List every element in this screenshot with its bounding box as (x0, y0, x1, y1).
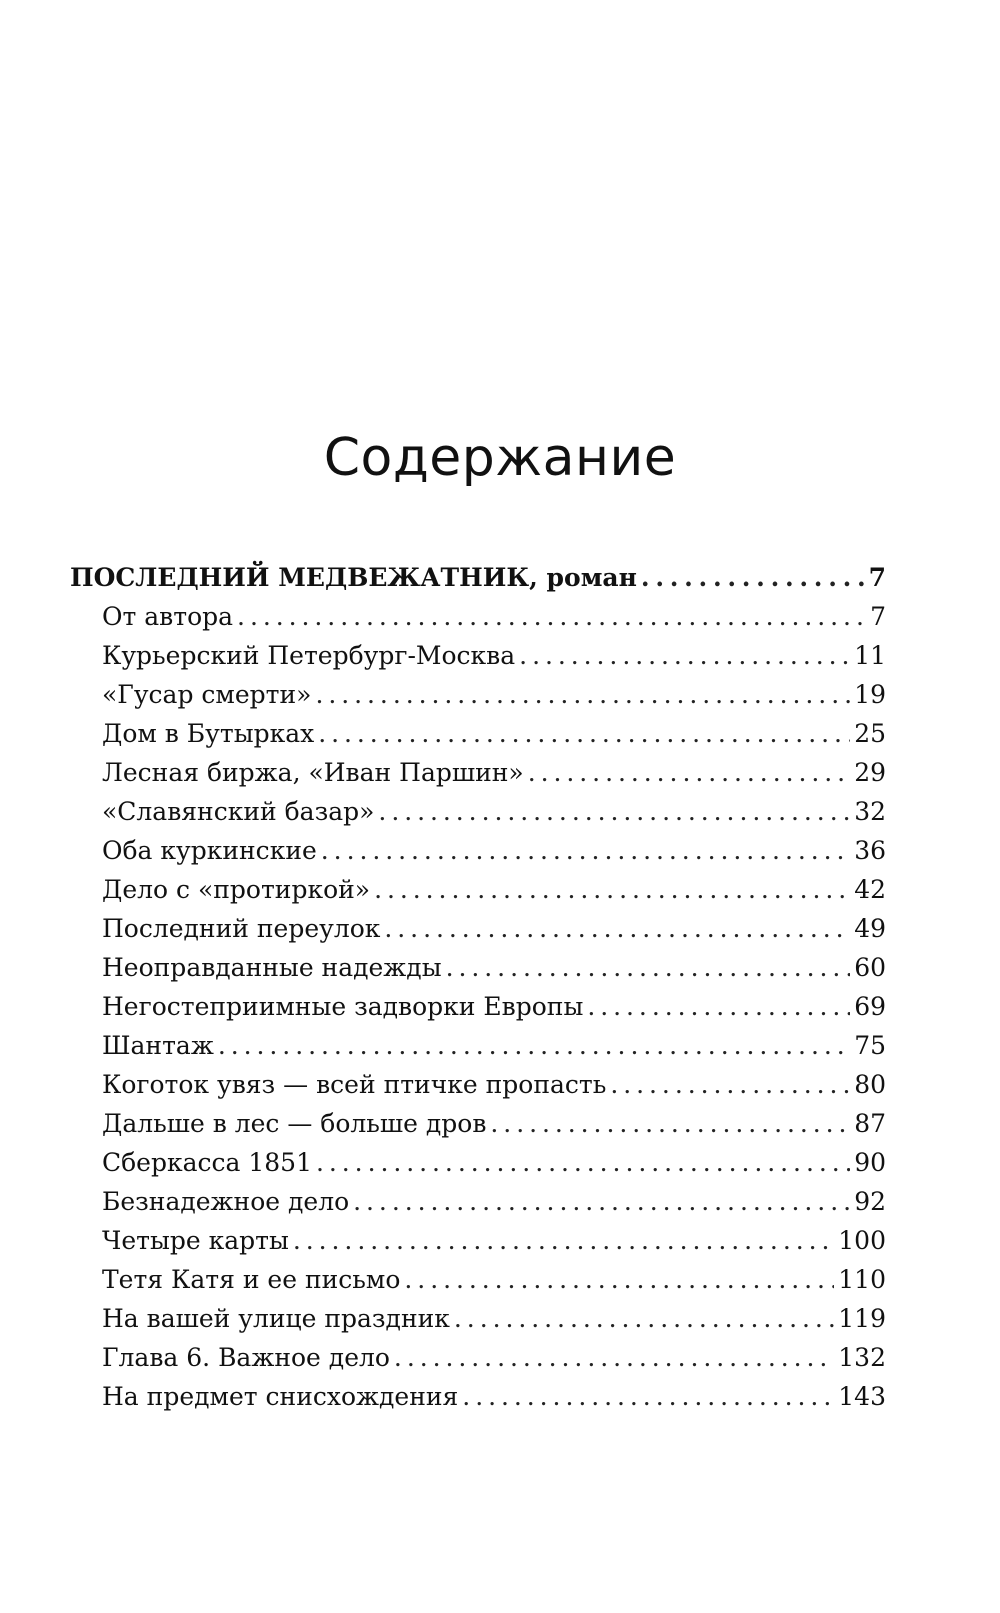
toc-leader-dots (378, 797, 850, 827)
toc-leader-dots (404, 1265, 834, 1295)
toc-page-number: 7 (868, 563, 886, 592)
page-title: Содержание (323, 428, 677, 488)
toc-page-number: 110 (838, 1265, 886, 1294)
toc-leader-dots (218, 1031, 850, 1061)
toc-chapter-title: «Славянский базар» (102, 797, 375, 826)
toc-chapter-entry[interactable] (102, 1304, 886, 1334)
toc-chapter-title: Глава 6. Важное дело (102, 1343, 390, 1372)
toc-chapter-entry[interactable] (102, 992, 886, 1022)
toc-page-number: 119 (838, 1304, 886, 1333)
toc-chapter-title: Тетя Катя и ее письмо (102, 1265, 401, 1294)
toc-leader-dots (641, 563, 865, 593)
toc-leader-dots (610, 1070, 850, 1100)
toc-chapter-entry[interactable] (102, 758, 886, 788)
toc-leader-dots (528, 758, 850, 788)
toc-chapter-title: Сберкасса 1851 (102, 1148, 312, 1177)
toc-chapter-entry[interactable] (102, 1382, 886, 1412)
toc-page-number: 80 (854, 1070, 886, 1099)
toc-chapter-title: Последний переулок (102, 914, 381, 943)
toc-page-number: 132 (838, 1343, 886, 1372)
toc-page-number: 100 (838, 1226, 886, 1255)
toc-chapter-entry[interactable] (102, 1343, 886, 1373)
toc-chapter-title: Безнадежное дело (102, 1187, 350, 1216)
toc-chapter-entry[interactable] (102, 914, 886, 944)
toc-chapter-entry[interactable] (102, 1265, 886, 1295)
toc-leader-dots (587, 992, 850, 1022)
toc-chapter-title: На предмет снисхождения (102, 1382, 459, 1411)
toc-leader-dots (454, 1304, 834, 1334)
toc-page-number: 49 (854, 914, 886, 943)
toc-leader-dots (446, 953, 851, 983)
toc-chapter-entry[interactable] (102, 719, 886, 749)
toc-chapter-title: Дом в Бутырках (102, 719, 315, 748)
toc-page-number: 11 (854, 641, 886, 670)
toc-leader-dots (318, 719, 850, 749)
toc-page-number: 25 (854, 719, 886, 748)
toc-page-number: 29 (854, 758, 886, 787)
toc-part-entry[interactable] (70, 563, 886, 593)
toc-leader-dots (315, 680, 850, 710)
toc-chapter-title: Курьерский Петербург-Москва (102, 641, 516, 670)
toc-leader-dots (462, 1382, 834, 1412)
toc-chapter-entry[interactable] (102, 680, 886, 710)
toc-chapter-title: Лесная биржа, «Иван Паршин» (102, 758, 524, 787)
toc-chapter-title: От автора (102, 602, 234, 631)
toc-chapter-title: На вашей улице праздник (102, 1304, 450, 1333)
toc-page-number: 87 (854, 1109, 886, 1138)
toc-chapter-entry[interactable] (102, 797, 886, 827)
toc-page-number: 90 (854, 1148, 886, 1177)
toc-leader-dots (490, 1109, 850, 1139)
toc-leader-dots (237, 602, 866, 632)
toc-chapter-title: Шантаж (102, 1031, 214, 1060)
toc-chapter-title: Неоправданные надежды (102, 953, 442, 982)
toc-chapter-entry[interactable] (102, 602, 886, 632)
toc-leader-dots (293, 1226, 834, 1256)
toc-chapter-entry[interactable] (102, 641, 886, 671)
toc-chapter-entry[interactable] (102, 1031, 886, 1061)
toc-chapter-entry[interactable] (102, 836, 886, 866)
toc-page-number: 75 (854, 1031, 886, 1060)
toc-chapter-entry[interactable] (102, 1226, 886, 1256)
toc-chapter-title: Дело с «протиркой» (102, 875, 371, 904)
toc-leader-dots (321, 836, 850, 866)
toc-chapter-entry[interactable] (102, 875, 886, 905)
toc-chapter-entry[interactable] (102, 1070, 886, 1100)
toc-chapter-title: Четыре карты (102, 1226, 289, 1255)
toc-chapter-title: Оба куркинские (102, 836, 317, 865)
toc-chapter-entry[interactable] (102, 1187, 886, 1217)
toc-page-number: 19 (854, 680, 886, 709)
toc-page-number: 60 (854, 953, 886, 982)
toc-page-number: 42 (854, 875, 886, 904)
toc-page-number: 36 (854, 836, 886, 865)
toc-chapter-entry[interactable] (102, 1109, 886, 1139)
toc-page-number: 143 (838, 1382, 886, 1411)
toc-chapter-title: «Гусар смерти» (102, 680, 312, 709)
toc-chapter-entry[interactable] (102, 1148, 886, 1178)
toc-leader-dots (316, 1148, 850, 1178)
toc-chapter-title: Негостеприимные задворки Европы (102, 992, 584, 1021)
toc-leader-dots (394, 1343, 834, 1373)
toc-page-number: 92 (854, 1187, 886, 1216)
toc-page-number: 7 (870, 602, 886, 631)
toc-leader-dots (384, 914, 850, 944)
toc-chapter-title: Дальше в лес — больше дров (102, 1109, 487, 1138)
toc-leader-dots (353, 1187, 850, 1217)
toc-chapter-title: Коготок увяз — всей птичке пропасть (102, 1070, 607, 1099)
toc-part-title: ПОСЛЕДНИЙ МЕДВЕЖАТНИК, роман (70, 563, 637, 592)
toc-chapter-entry[interactable] (102, 953, 886, 983)
toc-page-number: 69 (854, 992, 886, 1021)
toc-leader-dots (374, 875, 850, 905)
toc-leader-dots (519, 641, 850, 671)
toc-page-number: 32 (854, 797, 886, 826)
